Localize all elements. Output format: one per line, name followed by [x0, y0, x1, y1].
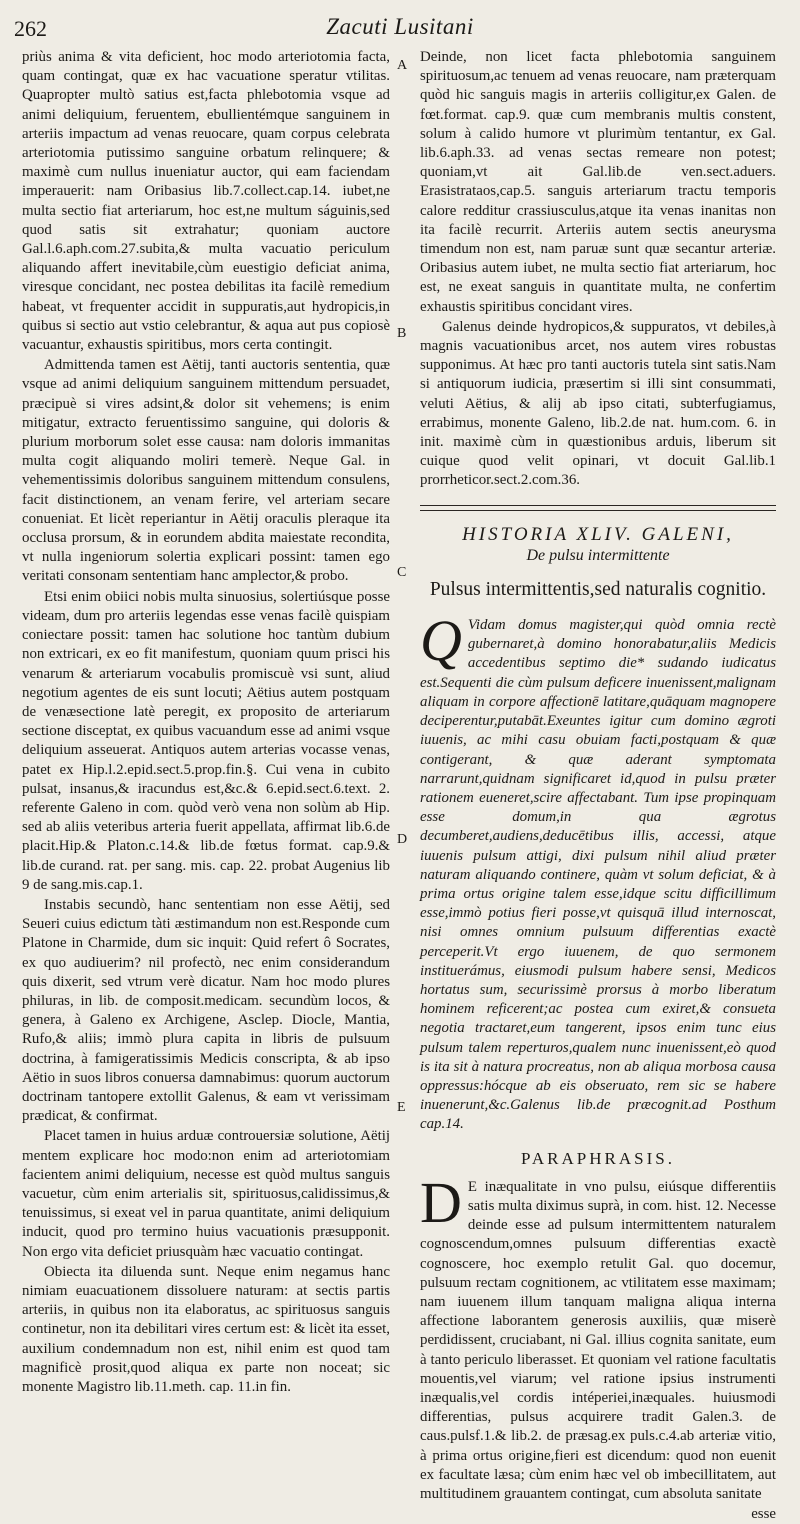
history-dropcap: Q: [420, 608, 462, 674]
running-head: Zacuti Lusitani: [326, 14, 474, 39]
left-column: [22, 48, 390, 1397]
left-paragraph-1: priùs anima & vita deficient, hoc modo arteriotomia facta, quam contingat, quæ ex hac vacuatione speratur vtilitas. Quapropter multò satius est,facta phlebotomia vsque ad animi deliquium, feruentem, ebullientémque sanguinem in arteriis impactum ad venas reuocare, quam corpus celebrata arteriotomia putissimo sanguine orbatum relinquere; & maximè cum nullus inueniatur auctor, qui eam faciendam imperauerit: nam Oribasius lib.7.collect.cap.14. iubet,ne multa sectio fiat arteriarum, hoc est,ne multum ságuinis,sed quod satis sit extrahatur; quoniam auctore Gal.l.6.aph.com.27.subita,& multa vacuatio periculum aliquando affert inevitabile,cùm euestigio deficiat anima, viresque concidant, nec postea debilitas ita facilè remedium habeat, vt frequenter accidit in suppuratis,aut hydropicis,in quibus si sectio aut vstio celebrantur, & aqua aut pus copiosè vacuantur, exhaustis spiritibus, mors certa contingit.: [22, 49, 390, 354]
history-title: HISTORIA XLIV. GALENI,: [462, 523, 734, 545]
section-rule: [420, 505, 776, 506]
paraphrasis-title: PARAPHRASIS.: [521, 1148, 675, 1168]
left-paragraph-4: Instabis secundò, hanc sententiam non esse Aëtij, sed Seueri cuius edictum tàti æstimandum non est.Responde cum Platone in Charmide, dum sic inquit: Quid refert ô Socrates, ex quo audiuerim? nil profectò, nec enim considerandum quis dixerit, sed vtrum verè dicatur. Nam hoc modo plures philuras, in lib. de composit.medicam. secundùm locos, & genera, à Galeno ex Archigene, Asclep. Diocle, Mantia, Rufo,& aliis; immò plura capita in libris de pulsuum doctrina, à famigeratissimis Medicis conscripta, & ab ipso Aëtio in suos libros conuersa damnabimus: quorum auctorum doctrinam tantopere extollit Galenus, & eam vt verissimam prædicat, & confirmat.: [22, 896, 390, 1125]
section-rule-thin: [420, 510, 776, 511]
margin-marker-b: B: [397, 326, 407, 341]
history-heading: Pulsus intermittentis,sed naturalis cognitio.: [429, 579, 767, 601]
left-paragraph-2: Admittenda tamen est Aëtij, tanti auctoris sententia, quæ vsque ad animi deliquium sanguinem mittendum persuadet, præcipuè si vires adsint,& dolor sit vehemens; is enim mitigatur, extracto feruentissimo sanguine, qui doloris & plurium morborum solet esse causa: nam doloris immanitas multa cogit aliquando moliri temerè. Neque Gal. in vehementissimis doloribus sanguinem mittendum consulens, facit distinctionem, an venam ferire, vel arteriam secare conueniat. Et licèt reperiantur in Aëtij oraculis pleraque ita occlusa prorsum, & in eorundem abdita maiestate recondita, vt nulla ingeniorum solertia explicari possint: tamen ego veritati consonam sententiam hanc amplector,& probo.: [22, 357, 390, 585]
left-paragraph-6: Obiecta ita diluenda sunt. Neque enim negamus hanc nimiam euacuationem dissoluere naturam: at sectis partis arteriis, in quibus non ita elaboratus, ac spirituosus sanguis continetur, non ita debilitari vires certum est: & licèt ita esset, auxilium condemnadum non est, nihil enim est quod tam magnificè prosit,quod aliqua ex parte non noceat; sic monente Magistro lib.11.meth. cap. 11.in fin.: [22, 1263, 390, 1396]
right-column: [420, 48, 776, 1524]
paraphrasis-text: [420, 1169, 776, 1504]
history-body: Vidam domus magister,qui quòd omnia rectè gubernaret,à domino honorabatur,aliis Medicis accedentibus septimo die* sudando iudicatus est.Sequenti die cùm pulsum deficere inuenissent,malignam aliquam in corpore affectionē latitare,quāquam magnopere deciperentur,putabāt.Exeuntes igitur cum domino ægroti iuuenis, ac mihi casu obuiam facti,postquam & quæ contigerant, & quæ aderant symptomata narrarunt,quidnam significaret id,quod in pulsu præter rationem eueneret,scire affectabant. Tum ipse propinquam esse domum,in qua ægrotus decumberet,audiens,deducētibus illis, accessi, atque iuuenis pulsum attigi, dixi pulsum nihil aliud præter naturam aliquando continere, quàm vt solum deficiat, & à prima ortus origine talem esse,idque scitu difficillimum esse,immò potius fieri posse,vt quisquā illud internoscat, nisi omnes omnium pulsuum differentias exactè perceperit.Vt ergo iuuenem, de quo sermonem instituerámus, eiusmodi pulsum habere sensi, Medicos hortatus sum, securissimè prorsus à morbo liberatum hominem reficerent;ac postea cum exiret,& consueta negotia tractaret,eum tangerent, ipsos enim tunc eius pulsum talem reperturos,qualem nunc inuenissent,eò quod is ita sit à natura procreatus, non ab aliqua morbosa causa oppressus:hócque ab eis obseruato, rem sic se habere inuenerunt,&c.Galenus lib.de præcognit.ad Posthum cap.14.: [420, 617, 776, 1133]
history-text: [420, 608, 776, 1134]
margin-marker-e: E: [397, 1100, 406, 1115]
paraphrasis-body: E inæqualitate in vno pulsu, eiúsque differentiis satis multa diximus suprà, in com. hist. 12. Necesse deinde esse ad pulsum intermittentem naturalem cognoscendum,omnes pulsuum differentias exactè cognoscere, hoc exemplo retulit Gal. quo docemur, pulsuum rectam cognitionem, ac vtilitatem esse maximam; nam iuuenem illum tanquam maligna aliqua interna affectione laborantem generosis auxiliis, quæ miserè perdidissent, cruciabant, ni Gal. illius cognita sanitate, eum à tanto periculo liberasset. Et quoniam vel ratione facultatis mouentis,vel viarum; vel ratione ipsius instrumenti inæqualis,vel cordis intéperiei,inæquales. huiusmodi differentias, pulsus acquirere tradit Galen.3. de caus.pulsf.1.& lib.2. de præsag.ex puls.c.4.ab arteriæ vitio, à prima ortus origine,fieri est dicendum: quod non euenit ex facultate læsa; cùm enim hæc vel ob imbecillitatem, aut multitudinem grauantem contingat, cum absoluta sanitate: [420, 1178, 776, 1503]
page-number: 262: [14, 16, 47, 41]
catchword: esse: [751, 1506, 776, 1523]
left-paragraph-3: Etsi enim obiici nobis multa sinuosius, solertiúsque posse videam, dum pro arteriis legendas esse venas facilè quispiam coniectare possit: tamen hac solutione hoc tantùm dubium non extricari, ex eo fit manifestum, quoniam quum prisci his venarum & arteriarum vocabulis promiscuè vsi sunt, aliud negotium agentes de eis sunt locuti; Aëtius autem postquam de venæsectione latè peregit, ex proposito de arteriarum sectione disceptat, ex quibus vacuandum esse ad animi vsque deliquium asseuerat. Antiquos autem arterias vocasse venas, patet ex Hip.l.2.epid.sect.5.prop.fin.§. Cui vena in cubito pulsat, insanus,& iracundus est,&c.& 6.epid.sect.6.text. 2. referente Galeno in com. quòd verò vena non solùm ab Hip. sed ab aliis veteribus arteria fuerit appellata, affirmat lib.6.de placit.Hip.& Platon.c.14.& lib.de fœtus format. cap.9.& lib.de curand. rat. per sang. mis. cap. 22. probat Augenius lib 9 de sang.mis.cap.1.: [22, 588, 390, 893]
right-paragraph-2: Galenus deinde hydropicos,& suppuratos, vt debiles,à magnis vacuationibus arcet, nos autem vires robustas supponimus. At hæc pro tanti auctoris tutela sint satis.Nam si antiquorum iudicia, præsertim si illi sint consummati, veluti Aëtius, & alij ab ipso citati, subterfugiamus, errabimus, monente Galeno, lib.2.de nat. hum.com. 6. in init. maximè cùm in quæstionibus arduis, liberum sit cuique quod velit opinari, vt docuit Gal.lib.1 prorrheticor.sect.2.com.36.: [420, 318, 776, 489]
margin-marker-d: D: [397, 832, 408, 847]
right-paragraph-1: Deinde, non licet facta phlebotomia sanguinem spirituosum,ac tenuem ad venas reuocare, nam præterquam quòd hic sanguis magis in arteriis colligitur,ex Galen. de fœt.format. cap.9. quæ cum membranis multis constent, solum à calido humore vt plurimùm tentantur, ex Gal. lib.6.aph.33. ad venas sectas remeare non potest; quoniam,vt ait Gal.lib.de ven.sect.aduers. Erasistrataos,cap.5. sanguis arteriarum tractu temporis calore redditur crassiusculus,atque ita venas inanitas non ita facilè recurrit. Arteriis autem sectis aneurysma timendum non est, nam paruæ sunt quæ secantur arteriæ. Oribasius autem iubet, ne multa sectio fiat arteriarum, hoc est, ne exeat sanguis in quantitate multa, ne confertim exhaustis spiritibus concidant vires.: [420, 49, 776, 315]
left-paragraph-5: Placet tamen in huius arduæ controuersiæ solutione, Aëtij mentem explicare hoc modo:non enim ad arteriotomiam facientem animi deliquium, necesse est quòd multus sanguis vacuetur, cùm enim arterialis sit, spirituosus,calidissimus,& tenuissimus, si exeat vel in parua quantitate, animi deliquium inducit, quod pro termino huius vacuationis præsupponit. Non ergo vita deficiet priusquàm hæc vacuatio contingat.: [22, 1128, 390, 1260]
paraphrasis-dropcap: D: [420, 1169, 462, 1235]
history-subtitle: De pulsu intermittente: [526, 546, 670, 564]
margin-marker-c: C: [397, 565, 407, 580]
margin-marker-a: A: [397, 58, 408, 73]
